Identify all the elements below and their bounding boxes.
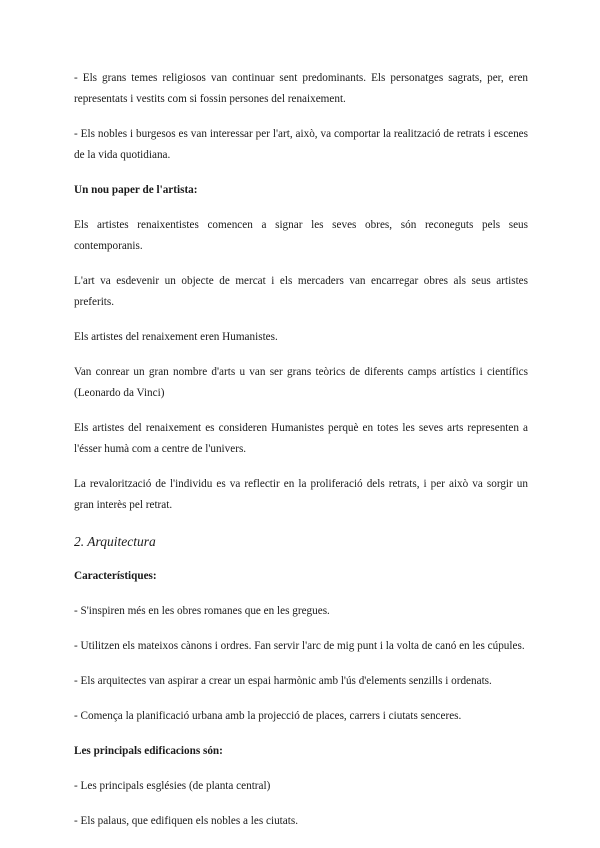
- characteristics-heading: Característiques:: [74, 570, 157, 582]
- buildings-heading: Les principals edificacions són:: [74, 745, 223, 757]
- artist-paragraph-1: Els artistes renaixentistes comencen a signar les seves obres, són reconeguts pels seus contemporanis.: [74, 219, 528, 252]
- building-item-2: - Els palaus, que edifiquen els nobles a les ciutats.: [74, 815, 299, 827]
- artist-role-heading: Un nou paper de l'artista:: [74, 184, 198, 196]
- architecture-section-title: 2. Arquitectura: [74, 534, 156, 549]
- building-item-1: - Les principals esglésies (de planta central): [74, 780, 271, 792]
- characteristic-item-4: - Comença la planificació urbana amb la projecció de places, carrers i ciutats senceres.: [74, 710, 462, 722]
- artist-paragraph-3: Els artistes del renaixement eren Humanistes.: [74, 331, 278, 343]
- artist-paragraph-6: La revalorització de l'individu es va reflectir en la proliferació dels retrats, i per això va sorgir un gran interès pel retrat.: [74, 478, 528, 511]
- document-page: [74, 68, 528, 846]
- artist-paragraph-2: L'art va esdevenir un objecte de mercat i els mercaders van encarregar obres als seus artistes preferits.: [74, 275, 528, 308]
- artist-paragraph-4: Van conrear un gran nombre d'arts u van ser grans teòrics de diferents camps artístics i científics (Leonardo da Vinci): [74, 366, 528, 399]
- intro-paragraph-2: - Els nobles i burgesos es van interessar per l'art, això, va comportar la realització de retrats i escenes de la vida quotidiana.: [74, 128, 528, 161]
- characteristic-item-1: - S'inspiren més en les obres romanes que en les gregues.: [74, 605, 330, 617]
- intro-paragraph-1: - Els grans temes religiosos van continuar sent predominants. Els personatges sagrats, per, eren representats i vestits com si fossin persones del renaixement.: [74, 72, 528, 105]
- characteristic-item-3: - Els arquitectes van aspirar a crear un espai harmònic amb l'ús d'elements senzills i ordenats.: [74, 675, 492, 687]
- artist-paragraph-5: Els artistes del renaixement es consideren Humanistes perquè en totes les seves arts representen a l'ésser humà com a centre de l'univers.: [74, 422, 528, 455]
- characteristic-item-2: - Utilitzen els mateixos cànons i ordres. Fan servir l'arc de mig punt i la volta de canó en les cúpules.: [74, 640, 525, 652]
